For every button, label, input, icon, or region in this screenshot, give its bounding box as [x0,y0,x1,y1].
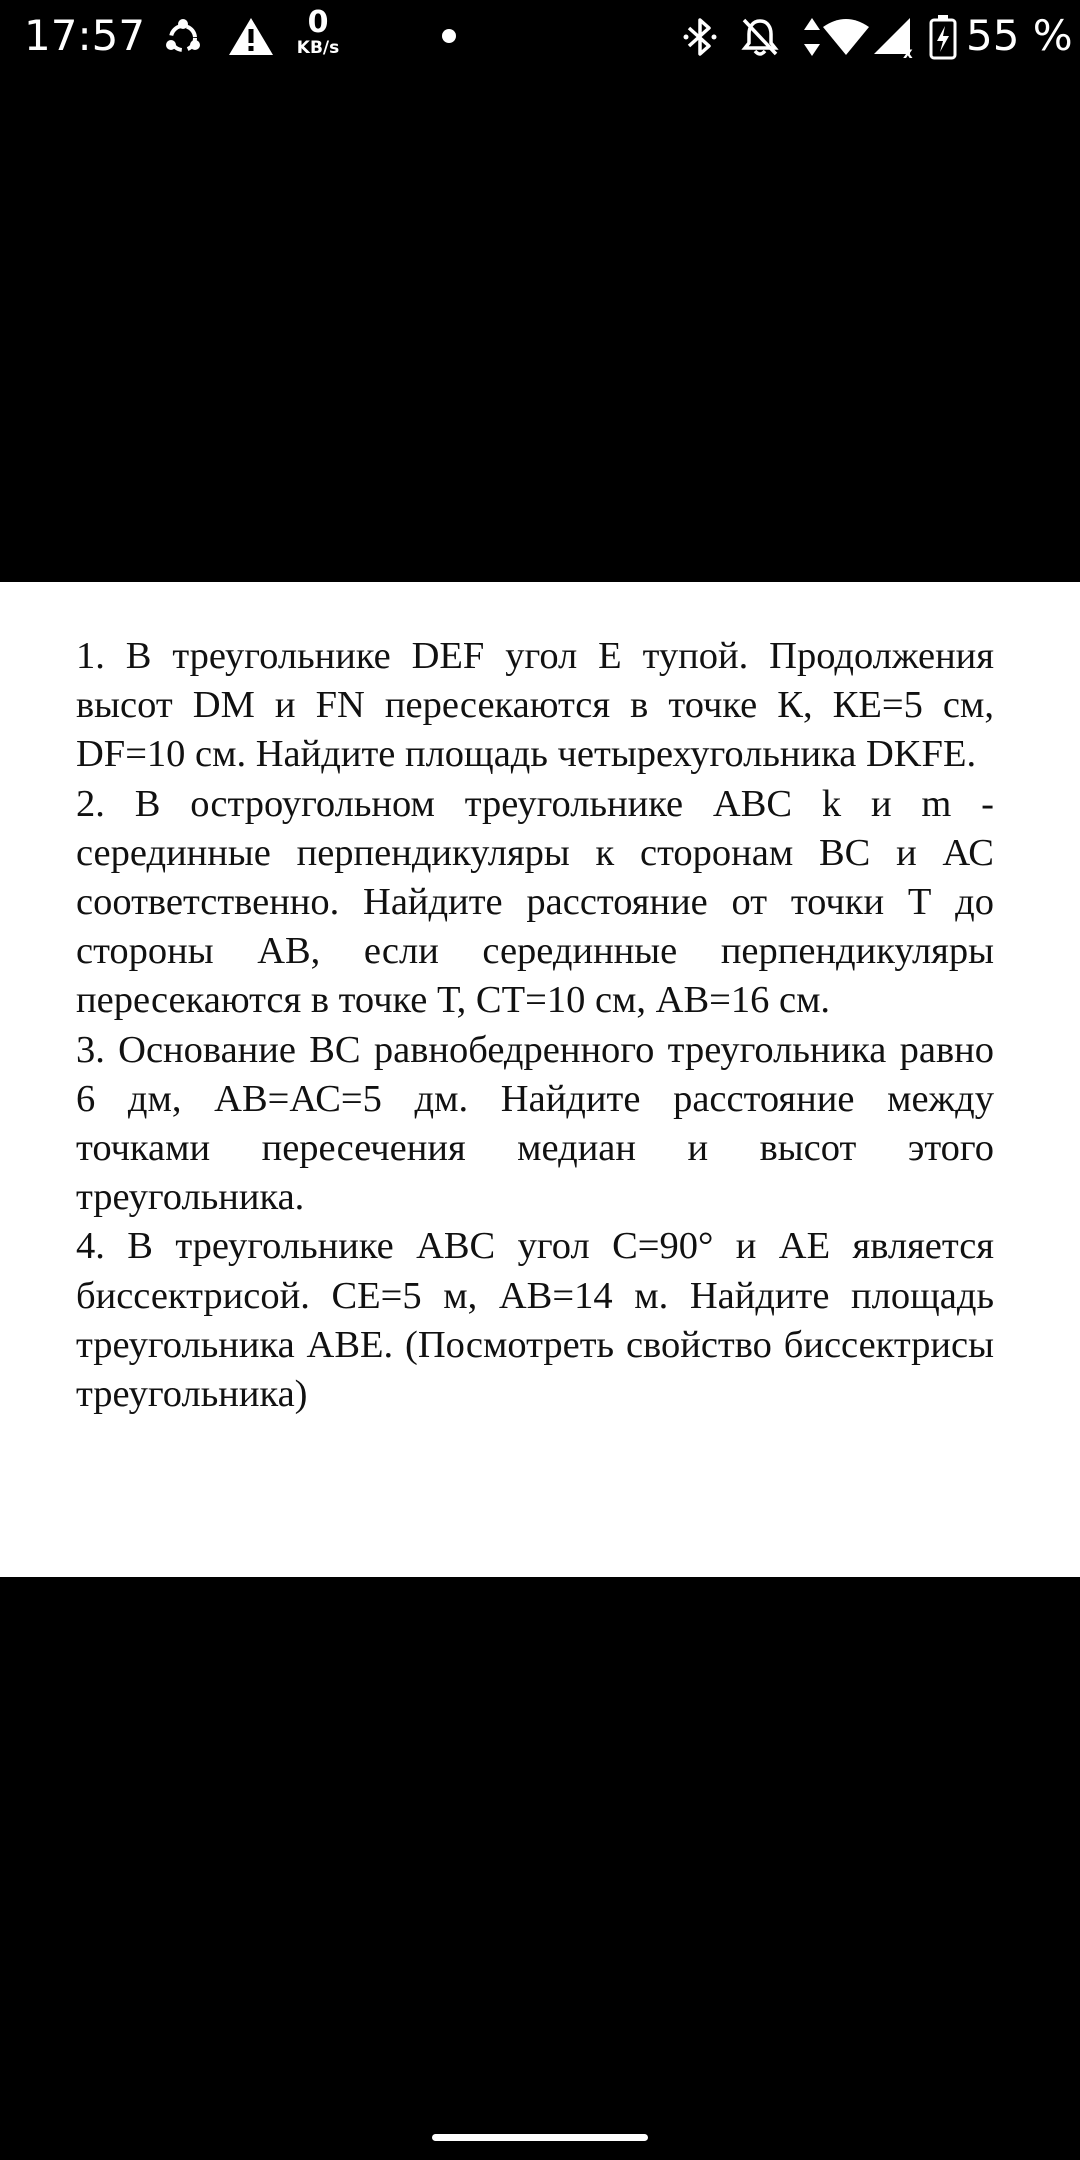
problem-3: 3. Основание ВС равнобедренного треугольника равно 6 дм, АВ=АС=5 дм. Найдите расстояние между точками пересечения медиан и высот этого треугольника. [76,1028,994,1219]
status-time: 17:57 [24,11,146,60]
svg-text:x: x [903,44,913,58]
network-speed [288,5,348,58]
sync-icon [162,18,204,58]
wifi-icon [822,18,870,56]
problem-list [76,632,994,1419]
battery-charging-icon [928,14,958,60]
problem-1: 1. В треугольнике DEF угол E тупой. Продолжения высот DM и FN пересекаются в точке К, КЕ=5 см, DF=10 см. Найдите площадь четырехугольника DKFE. [76,635,994,776]
bluetooth-icon [683,16,717,58]
cellular-signal-icon [872,16,916,58]
battery-percentage: 55 % [966,11,1073,60]
gesture-navigation-handle[interactable] [432,2134,648,2141]
warning-icon [228,16,274,56]
status-bar [0,0,1080,74]
notification-dot [442,29,456,43]
data-transfer-icon [803,18,821,56]
notifications-off-icon [740,16,780,58]
document-image[interactable] [0,582,1080,1577]
problem-4: 4. В треугольнике ABC угол C=90° и AE является биссектрисой. CE=5 м, AB=14 м. Найдите площадь треугольника ABE. (Посмотреть свойство биссектрисы треугольника) [76,1225,994,1416]
network-speed-unit: KB/s [296,38,340,58]
problem-2: 2. В остроугольном треугольнике ABC k и m - серединные перпендикуляры к сторонам ВС и АС соответственно. Найдите расстояние от точки Т до стороны АВ, если серединные перпендикуляры пересекаются в точке Т, СТ=10 см, AB=16 см. [76,782,994,1022]
network-speed-value: 0 [307,5,329,40]
